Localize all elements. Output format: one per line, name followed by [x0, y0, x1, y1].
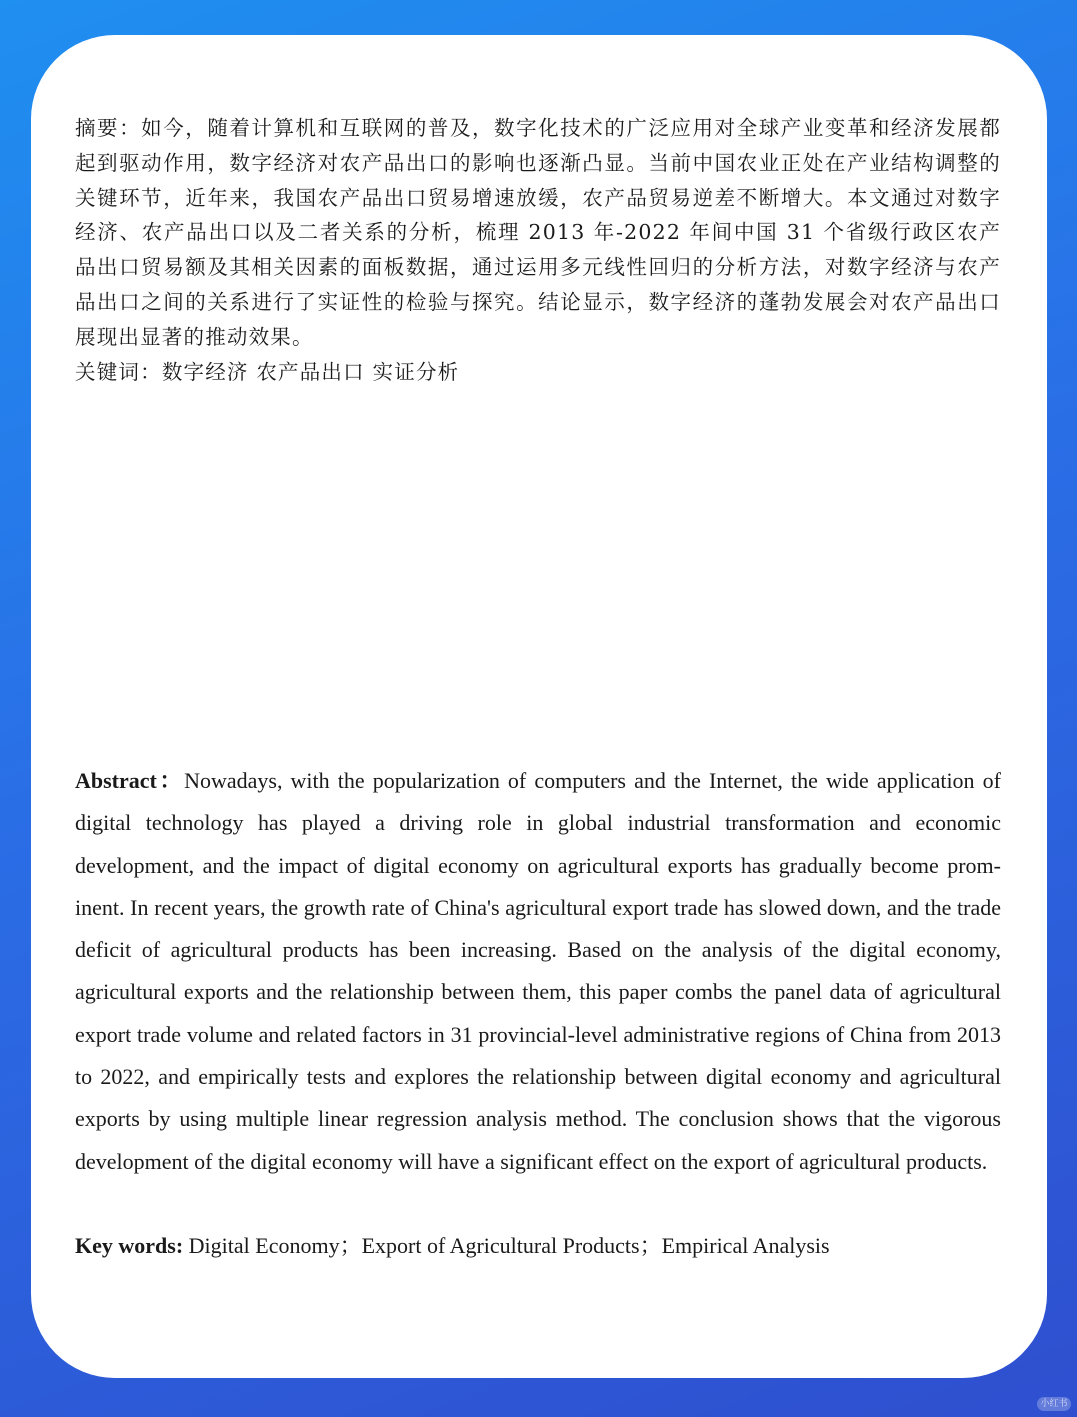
document-card [31, 35, 1047, 1378]
english-abstract-text: Nowadays, with the popularization of computers and the Internet, the wide application of digital technology has played a driving role in global industrial transformation and economic development, and the impact of digital economy on agricultural exports has gradually become prominent. In recent years, the growth rate of China's agricultural export trade has slowed down, and the trade deficit of agricultural products has been increasing. Based on the analysis of the digital economy, agricultural exports and the relationship between them, this paper combs the panel data of agricultural export trade volume and related factors in 31 provincial-level administrative regions of China from 2013 to 2022, and empirically tests and explores the relationship between digital economy and agricultural exports by using multiple linear regression analysis method. The conclusion shows that the vigorous development of the digital economy will have a significant effect on the export of agricultural products. [75, 768, 1001, 1174]
chinese-keywords [75, 355, 459, 390]
chinese-abstract [75, 111, 1001, 355]
chinese-abstract-text: 如今，随着计算机和互联网的普及，数字化技术的广泛应用对全球产业变革和经济发展都起到驱动作用，数字经济对农产品出口的影响也逐渐凸显。当前中国农业正处在产业结构调整的关键环节，近年来，我国农产品出口贸易增速放缓，农产品贸易逆差不断增大。本文通过对数字经济、农产品出口以及二者关系的分析，梳理 2013 年-2022 年间中国 31 个省级行政区农产品出口贸易额及其相关因素的面板数据，通过运用多元线性回归的分析方法，对数字经济与农产品出口之间的关系进行了实证性的检验与探究。结论显示，数字经济的蓬勃发展会对农产品出口展现出显著的推动效果。 [75, 116, 1001, 349]
english-keywords-text: Digital Economy；Export of Agricultural Products；Empirical Analysis [183, 1233, 830, 1258]
english-keywords [75, 1225, 830, 1267]
english-keywords-label: Key words: [75, 1233, 184, 1258]
watermark-logo: 小红书 [1037, 1397, 1071, 1411]
chinese-keywords-text: 数字经济 农产品出口 实证分析 [161, 360, 460, 384]
english-abstract-label: Abstract： [75, 768, 185, 793]
chinese-abstract-label: 摘要： [75, 116, 142, 140]
chinese-keywords-label: 关键词： [75, 360, 162, 384]
english-abstract [75, 760, 1001, 1183]
